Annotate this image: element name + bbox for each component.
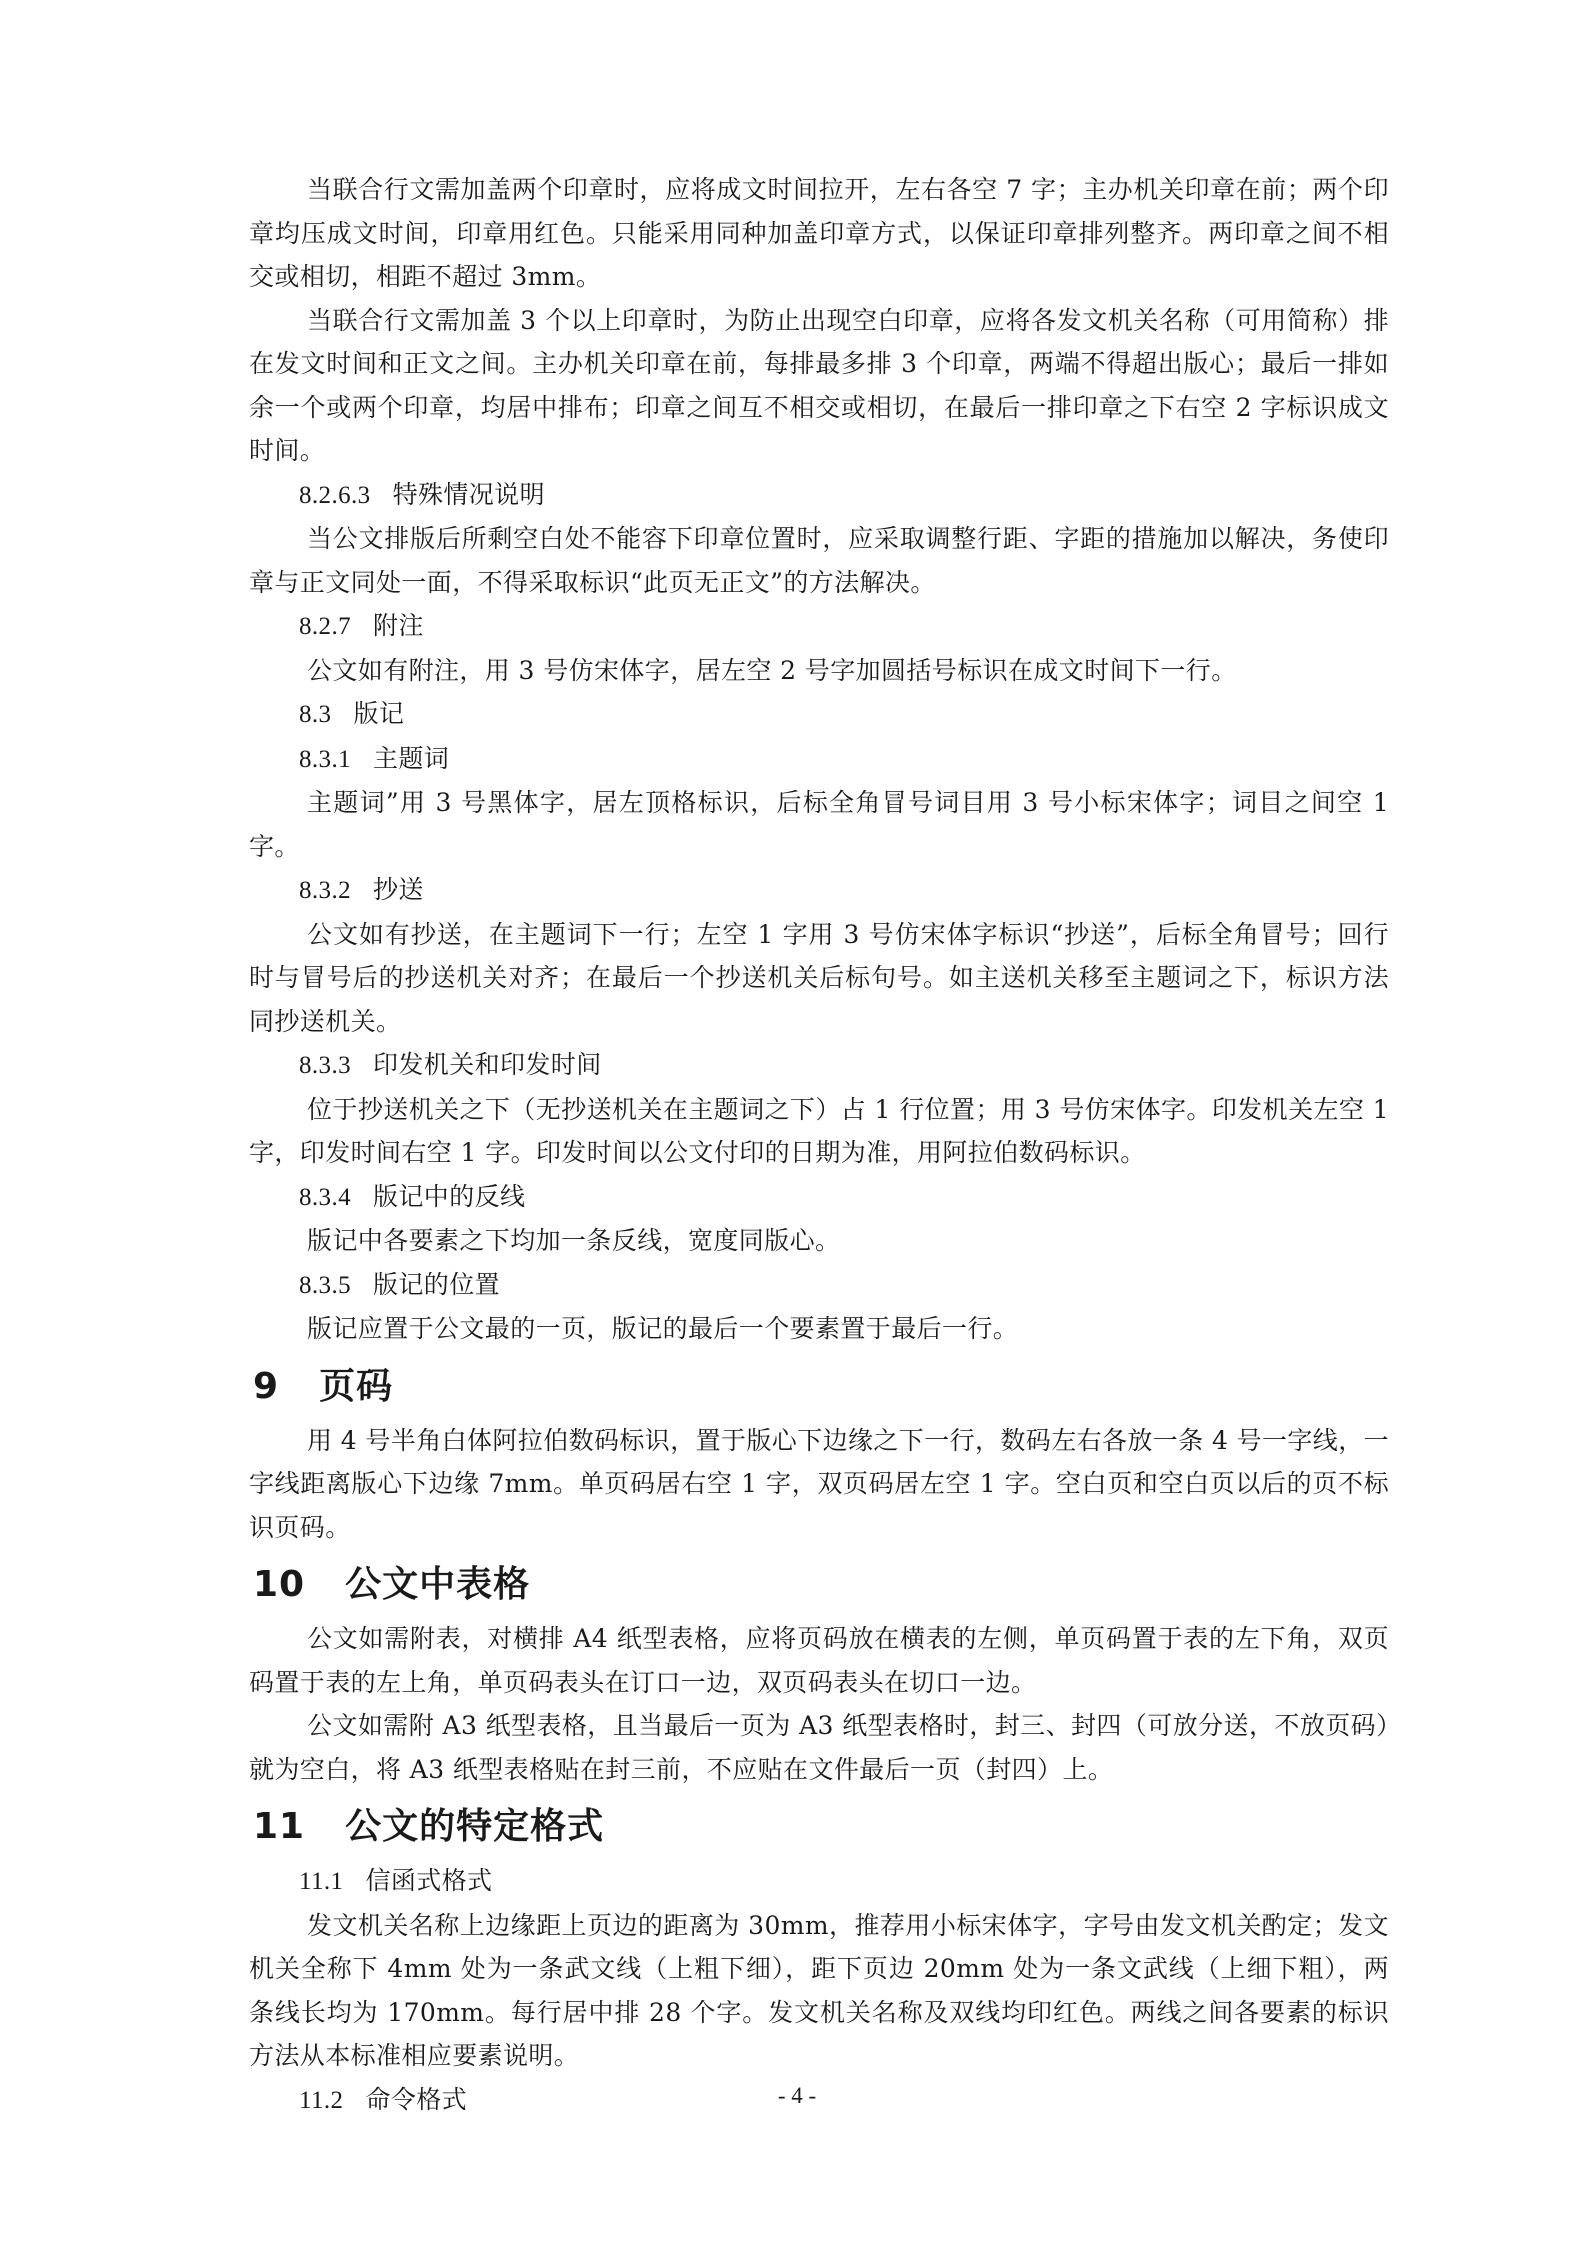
section-number: 10 <box>253 1564 306 1605</box>
subsection-number: 8.3.5 <box>299 1271 351 1299</box>
paragraph: 公文如有附注，用 3 号仿宋体字，居左空 2 号字加圆括号标识在成文时间下一行。 <box>307 655 1237 685</box>
paragraph: 公文如需附表，对横排 A4 纸型表格，应将页码放在横表的左侧，单页码置于表的左下角，双页码置于表的左上角，单页码表头在订口一边，双页码表头在切口一边。 <box>249 1624 1389 1697</box>
subsection-title: 版记 <box>353 699 405 728</box>
subsection-heading <box>249 1263 1389 1308</box>
subsection-heading <box>249 1043 1389 1088</box>
subsection-title: 抄送 <box>373 875 424 904</box>
paragraph: 当联合行文需加盖两个印章时，应将成文时间拉开，左右各空 7 字；主办机关印章在前；两个印章均压成文时间，印章用红色。只能采用同种加盖印章方式，以保证印章排列整齐。两印章之间不相交或相切，相距不超过 3mm。 <box>249 175 1389 291</box>
document-body <box>249 168 1389 2122</box>
paragraph: 公文如有抄送，在主题词下一行；左空 1 字用 3 号仿宋体字标识“抄送”，后标全角冒号；回行时与冒号后的抄送机关对齐；在最后一个抄送机关后标句号。如主送机关移至主题词之下，标识方法同抄送机关。 <box>249 919 1389 1036</box>
paragraph: 公文如需附 A3 纸型表格，且当最后一页为 A3 纸型表格时，封三、封四（可放分送，不放页码）就为空白，将 A3 纸型表格贴在封三前，不应贴在文件最后一页（封四）上。 <box>249 1711 1389 1784</box>
subsection-number: 8.3 <box>299 701 332 728</box>
section-title: 公文中表格 <box>345 1564 531 1605</box>
section-number: 11 <box>253 1806 306 1847</box>
subsection-title: 版记中的反线 <box>373 1181 526 1211</box>
subsection-heading <box>249 737 1389 782</box>
subsection-heading <box>249 868 1389 913</box>
section-heading <box>249 1361 1389 1413</box>
subsection-number: 8.3.3 <box>299 1052 351 1079</box>
subsection-title: 特殊情况说明 <box>392 479 545 509</box>
paragraph: 位于抄送机关之下（无抄送机关在主题词之下）占 1 行位置；用 3 号仿宋体字。印发机关左空 1 字，印发时间右空 1 字。印发时间以公文付印的日期为准，用阿拉伯数码标识。 <box>249 1094 1389 1167</box>
subsection-title: 信函式格式 <box>365 1866 493 1895</box>
paragraph: 版记应置于公文最的一页，版记的最后一个要素置于最后一行。 <box>307 1314 1019 1343</box>
section-title: 页码 <box>319 1365 394 1407</box>
section-number: 9 <box>253 1365 280 1407</box>
subsection-number: 8.3.1 <box>299 745 351 773</box>
subsection-heading <box>249 1175 1389 1220</box>
subsection-number: 11.2 <box>299 2086 344 2114</box>
paragraph: 当公文排版后所剩空白处不能容下印章位置时，应采取调整行距、字距的措施加以解决，务使印章与正文同处一面，不得采取标识“此页无正文”的方法解决。 <box>249 524 1389 597</box>
paragraph: 版记中各要素之下均加一条反线，宽度同版心。 <box>307 1226 841 1255</box>
subsection-title: 附注 <box>373 611 424 640</box>
subsection-number: 8.3.4 <box>299 1183 351 1211</box>
subsection-heading <box>249 692 1389 737</box>
subsection-title: 命令格式 <box>365 2084 468 2114</box>
subsection-title: 主题词 <box>373 743 450 773</box>
subsection-heading <box>249 604 1389 649</box>
paragraph: 主题词”用 3 号黑体字，居左顶格标识，后标全角冒号词目用 3 号小标宋体字；词目之间空 1 字。 <box>249 788 1389 861</box>
page-number: - 4 - <box>777 2083 817 2108</box>
subsection-heading <box>249 1859 1389 1904</box>
section-heading <box>249 1559 1389 1611</box>
subsection-number: 8.2.6.3 <box>299 481 371 509</box>
section-title: 公文的特定格式 <box>345 1806 605 1847</box>
subsection-title: 印发机关和印发时间 <box>373 1050 602 1079</box>
paragraph: 当联合行文需加盖 3 个以上印章时，为防止出现空白印章，应将各发文机关名称（可用简称）排在发文时间和正文之间。主办机关印章在前，每排最多排 3 个印章，两端不得超出版心；最后一排如余一个或两个印章，均居中排布；印章之间互不相交或相切，在最后一排印章之下右空 2 字标识成文时间。 <box>249 305 1389 465</box>
subsection-number: 8.3.2 <box>299 877 351 904</box>
subsection-number: 11.1 <box>299 1868 344 1895</box>
paragraph: 发文机关名称上边缘距上页边的距离为 30mm，推荐用小标宋体字，字号由发文机关酌定；发文机关全称下 4mm 处为一条武文线（上粗下细），距下页边 20mm 处为一条文武线（上细下粗），两条线长均为 170mm。每行居中排 28 个字。发文机关名称及双线均印红色。两线之间各要素的标识方法从本标准相应要素说明。 <box>249 1910 1389 2070</box>
paragraph: 用 4 号半角白体阿拉伯数码标识，置于版心下边缘之下一行，数码左右各放一条 4 号一字线，一字线距离版心下边缘 7mm。单页码居右空 1 字，双页码居左空 1 字。空白页和空白页以后的页不标识页码。 <box>249 1425 1390 1542</box>
subsection-number: 8.2.7 <box>299 613 351 640</box>
subsection-heading <box>249 473 1389 518</box>
section-heading <box>249 1801 1389 1853</box>
subsection-title: 版记的位置 <box>373 1269 501 1299</box>
